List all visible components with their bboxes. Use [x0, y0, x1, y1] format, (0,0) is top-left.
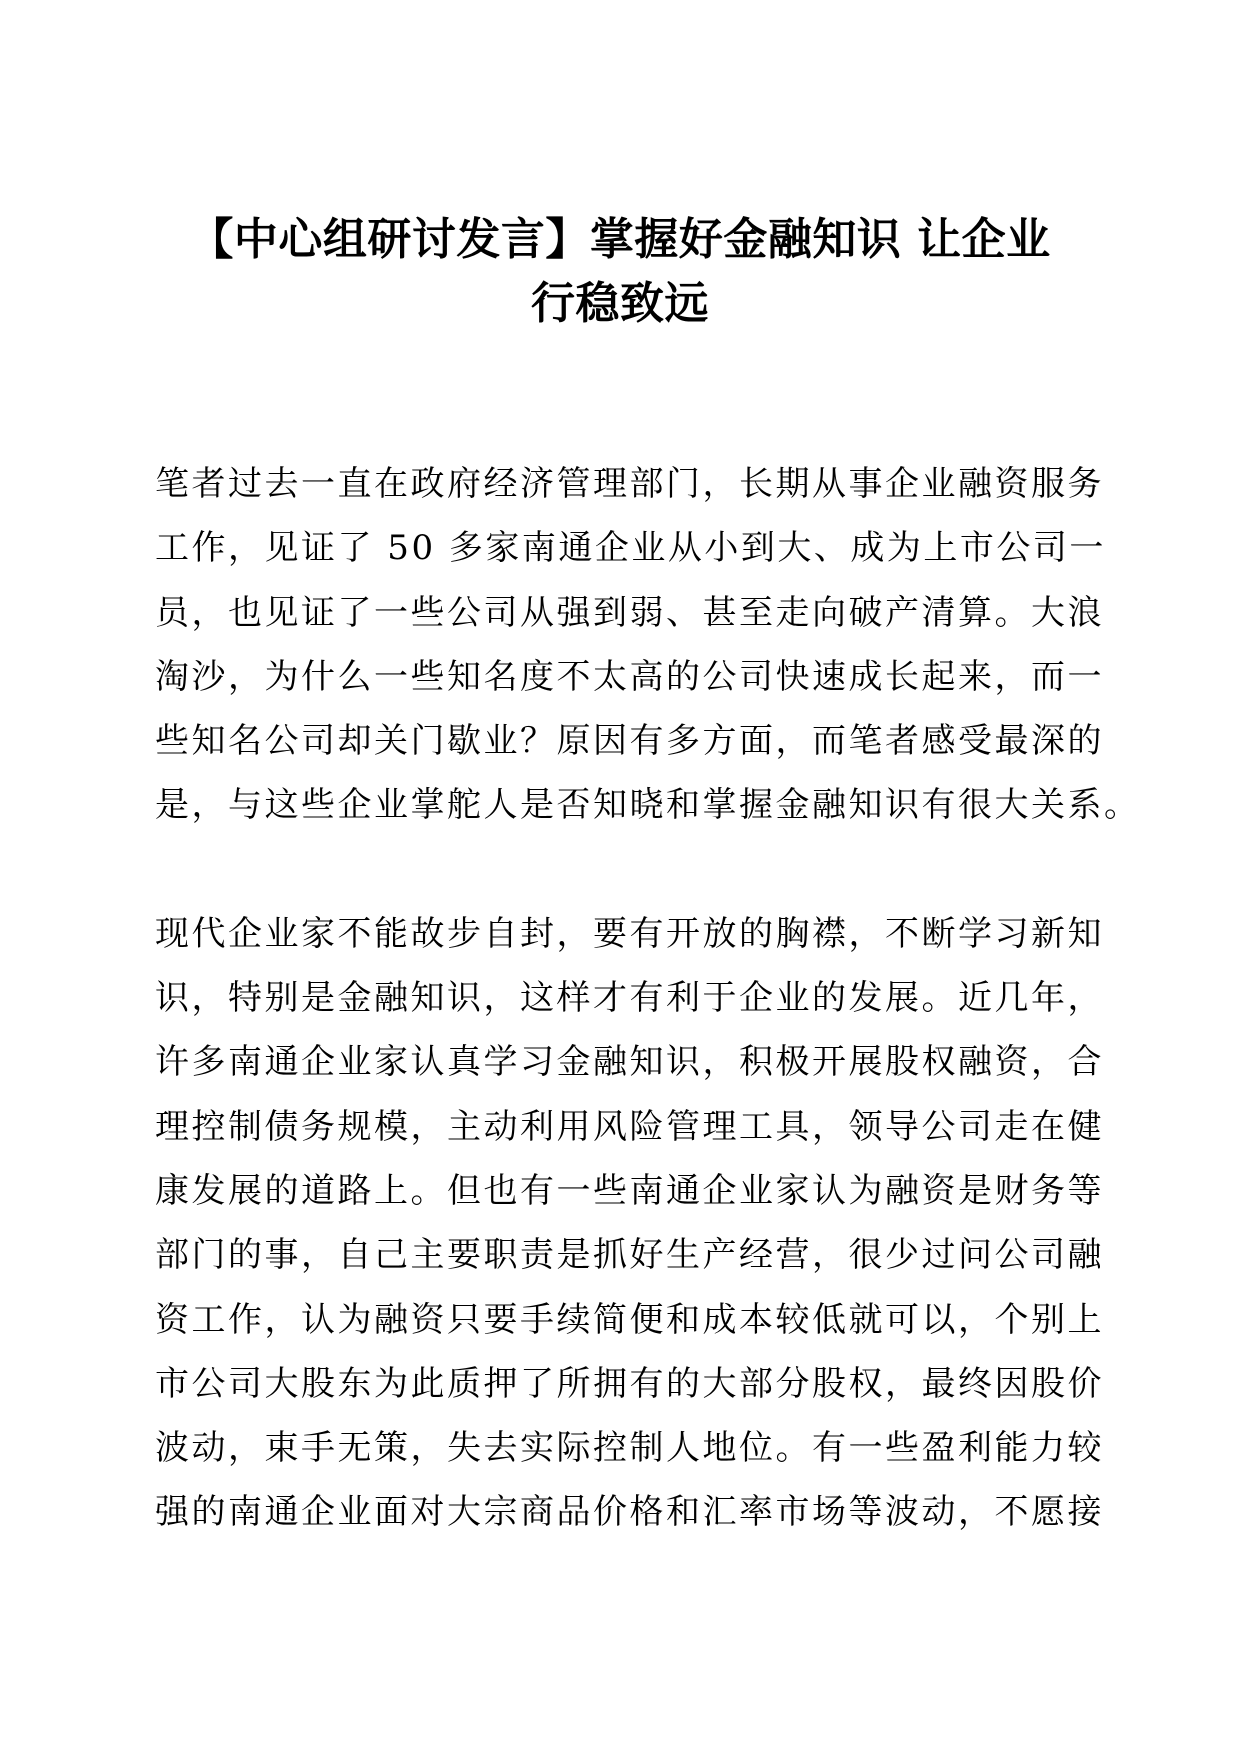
text-line: 现代企业家不能故步自封，要有开放的胸襟，不断学习新知	[155, 913, 1104, 954]
text-line: 康发展的道路上。但也有一些南通企业家认为融资是财务等	[155, 1170, 1104, 1211]
title-line: 【中心组研讨发言】掌握好金融知识 让企业	[189, 214, 1051, 265]
text-line: 部门的事，自己主要职责是抓好生产经营，很少过问公司融	[155, 1235, 1104, 1276]
paragraph-2	[155, 902, 1104, 1545]
text-line: 市公司大股东为此质押了所拥有的大部分股权，最终因股价	[155, 1363, 1104, 1404]
text-line: 些知名公司却关门歇业？原因有多方面，而笔者感受最深的	[155, 721, 1104, 762]
text-line: 许多南通企业家认真学习金融知识，积极开展股权融资，合	[155, 1042, 1104, 1083]
text-line: 工作，见证了 50 多家南通企业从小到大、成为上市公司一	[155, 528, 1106, 569]
document-title	[150, 208, 1090, 336]
paragraph-1	[155, 452, 1141, 838]
text-line: 笔者过去一直在政府经济管理部门，长期从事企业融资服务	[155, 464, 1104, 504]
text-line: 淘沙，为什么一些知名度不太高的公司快速成长起来，而一	[155, 656, 1104, 697]
text-line: 强的南通企业面对大宗商品价格和汇率市场等波动，不愿接	[155, 1492, 1104, 1533]
text-line: 是，与这些企业掌舵人是否知晓和掌握金融知识有很大关系。	[155, 785, 1141, 826]
text-line: 识，特别是金融知识，这样才有利于企业的发展。近几年，	[155, 978, 1104, 1019]
title-line: 行稳致远	[531, 278, 709, 329]
text-line: 波动，束手无策，失去实际控制人地位。有一些盈利能力较	[155, 1428, 1104, 1469]
document-body	[155, 452, 1141, 1545]
text-line: 员，也见证了一些公司从强到弱、甚至走向破产清算。大浪	[155, 592, 1104, 633]
text-line: 理控制债务规模，主动利用风险管理工具，领导公司走在健	[155, 1106, 1104, 1147]
text-line: 资工作，认为融资只要手续简便和成本较低就可以，个别上	[155, 1299, 1104, 1340]
